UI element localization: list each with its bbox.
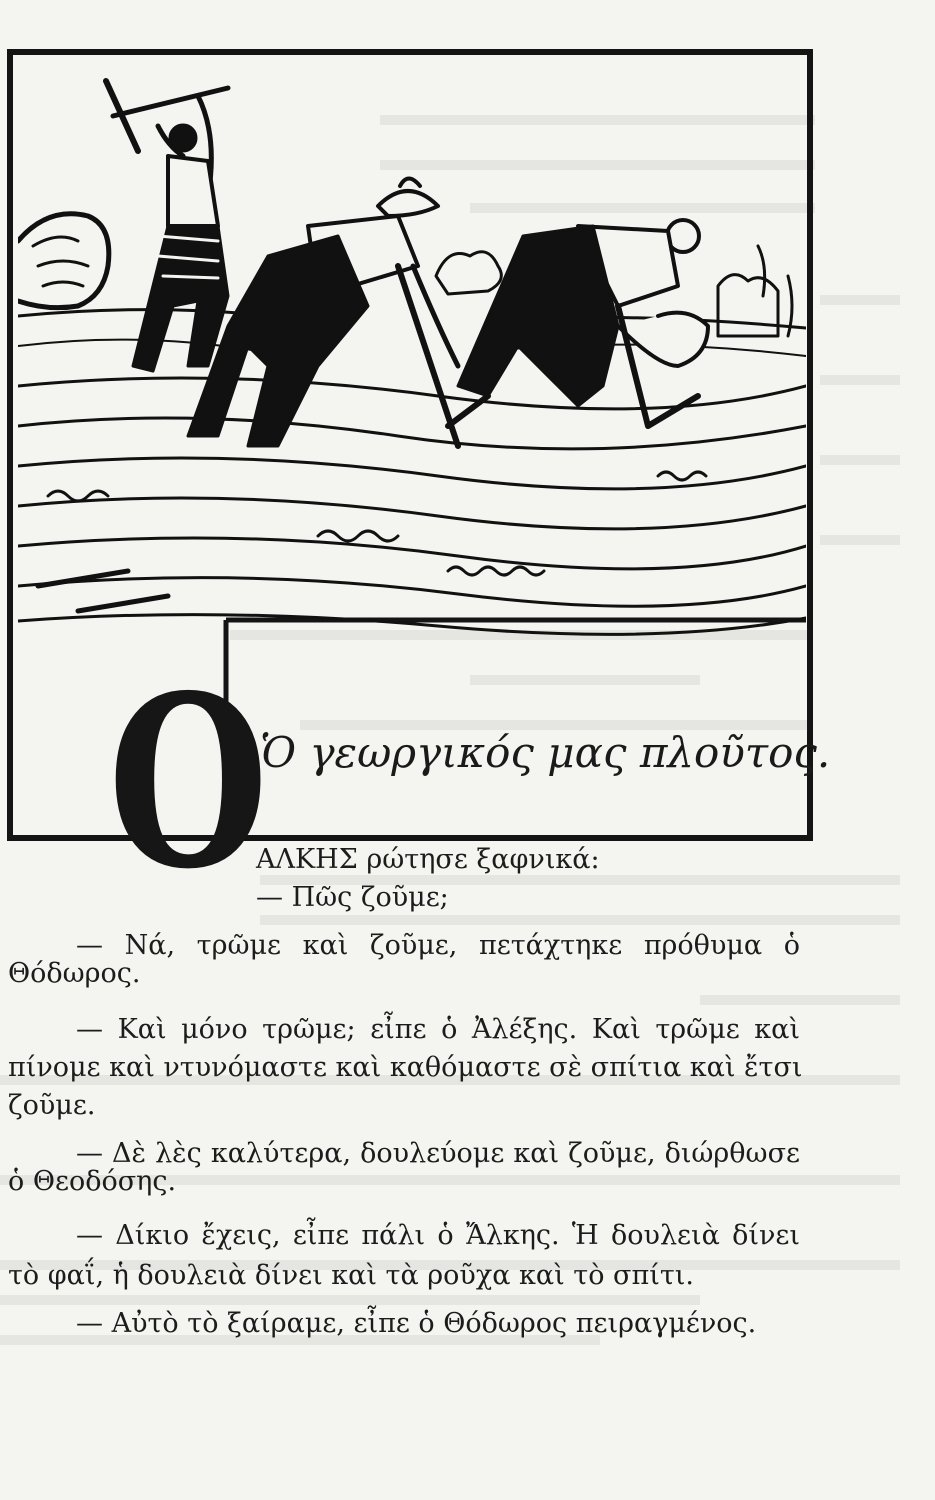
text-line-2: — Πῶς ζοῦμε; (256, 882, 449, 913)
text-line-10: — Δίκιο ἔχεις, εἶπε πάλι ὁ Ἄλκης. Ἡ δουλειὰ δίνει (76, 1220, 800, 1251)
text-line-1: ΑΛΚΗΣ ρώτησε ξαφνικά: (256, 844, 600, 875)
text-line-7: ζοῦμε. (8, 1090, 96, 1121)
text-line-8: — Δὲ λὲς καλύτερα, δουλεύομε καὶ ζοῦμε, διώρθωσε (76, 1138, 800, 1169)
text-line-5: — Καὶ μόνο τρῶμε; εἶπε ὁ Ἀλέξης. Καὶ τρῶμε καὶ (76, 1014, 800, 1045)
text-line-6: πίνομε καὶ ντυνόμαστε καὶ καθόμαστε σὲ σπίτια καὶ ἔτσι (8, 1052, 803, 1083)
text-line-3: — Νά, τρῶμε καὶ ζοῦμε, πετάχτηκε πρόθυμα ὁ (76, 930, 800, 961)
text-line-4: Θόδωρος. (8, 958, 141, 989)
text-line-9: ὁ Θεοδόσης. (8, 1166, 177, 1197)
text-line-11: τὸ φαΐ, ἡ δουλειὰ δίνει καὶ τὰ ροῦχα καὶ τὸ σπίτι. (8, 1260, 694, 1291)
chapter-title: Ὁ γεωργικός μας πλοῦτος. (260, 728, 831, 777)
text-line-12: — Αὐτὸ τὸ ξαίραμε, εἶπε ὁ Θόδωρος πειραγμένος. (76, 1308, 757, 1339)
drop-cap-letter: O (108, 643, 269, 921)
farmers-hoeing-field-illustration-icon (18, 66, 806, 636)
